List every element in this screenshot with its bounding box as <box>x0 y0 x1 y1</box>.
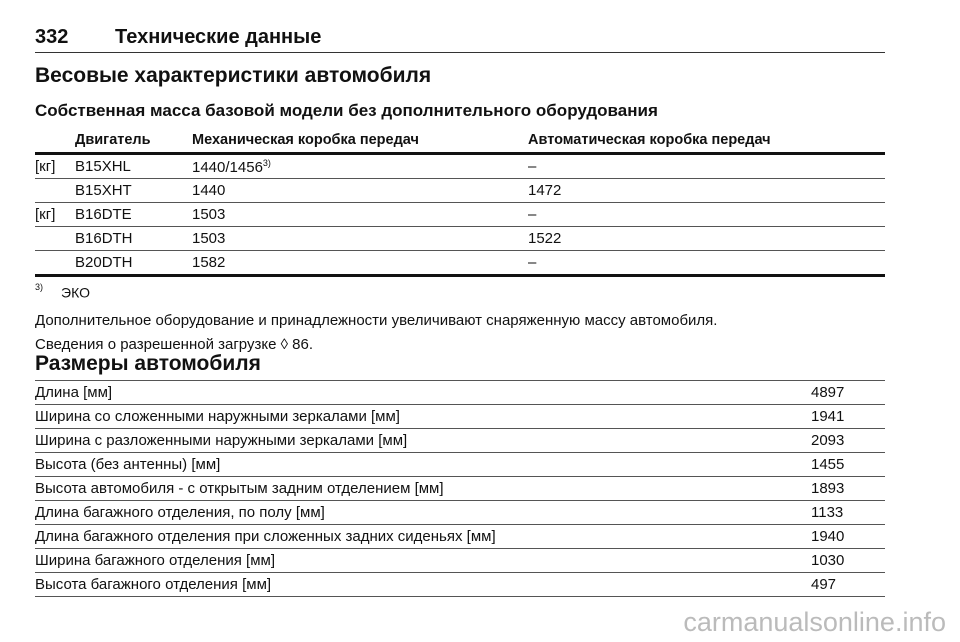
dimension-value: 4897 <box>811 384 845 401</box>
table-header-row <box>35 129 885 155</box>
table-row <box>35 477 885 501</box>
dimension-label: Высота (без антенны) [мм] <box>35 456 221 473</box>
table-row <box>35 573 885 597</box>
column-header-auto: Автоматическая коробка передач <box>528 132 771 148</box>
chapter-title: Технические данные <box>115 26 322 48</box>
dimension-label: Длина багажного отделения при сложенных задних сиденьях [мм] <box>35 528 496 545</box>
column-header-manual: Механическая коробка передач <box>192 132 419 148</box>
table-row <box>35 549 885 573</box>
manual-cell: 1503 <box>192 206 226 223</box>
unit-cell: [кг] <box>35 158 56 175</box>
cross-reference-paragraph: Сведения о разрешенной загрузке ◊ 86. <box>35 336 314 353</box>
footnote-mark: 3) <box>35 282 44 292</box>
dimension-value: 1133 <box>811 504 844 521</box>
engine-cell: B15XHL <box>75 158 131 175</box>
dimension-label: Длина багажного отделения, по полу [мм] <box>35 504 325 521</box>
dimension-value: 1455 <box>811 456 845 473</box>
table-row <box>35 381 885 405</box>
dimension-label: Ширина со сложенными наружными зеркалами [мм] <box>35 408 400 425</box>
footnote-text: ЭКО <box>61 284 90 301</box>
dimension-value: 1940 <box>811 528 845 545</box>
auto-cell: – <box>528 254 537 271</box>
auto-cell: 1472 <box>528 182 562 199</box>
dimension-label: Высота багажного отделения [мм] <box>35 576 272 593</box>
dimension-label: Высота автомобиля - с открытым задним отделением [мм] <box>35 480 444 497</box>
weights-table <box>35 129 885 277</box>
manual-cell: 1582 <box>192 254 226 271</box>
engine-cell: B16DTH <box>75 230 133 247</box>
manual-cell: 1440 <box>192 182 226 199</box>
engine-cell: B15XHT <box>75 182 132 199</box>
auto-cell: 1522 <box>528 230 562 247</box>
page-number: 332 <box>35 26 69 48</box>
dimensions-table <box>35 380 885 597</box>
table-row <box>35 179 885 203</box>
table-row <box>35 453 885 477</box>
table-row <box>35 251 885 277</box>
section-heading: Весовые характеристики автомобиля <box>35 64 432 87</box>
manual-cell: 1503 <box>192 230 226 247</box>
subsection-heading: Собственная масса базовой модели без дополнительного оборудования <box>35 101 658 120</box>
table-row <box>35 227 885 251</box>
auto-cell: – <box>528 206 537 223</box>
table-row <box>35 405 885 429</box>
table-row <box>35 155 885 179</box>
body-paragraph: Дополнительное оборудование и принадлежности увеличивают снаряженную массу автомобиля. <box>35 312 718 329</box>
dimensions-heading: Размеры автомобиля <box>35 352 261 375</box>
dimension-value: 2093 <box>811 432 845 449</box>
table-row <box>35 501 885 525</box>
dimension-value: 497 <box>811 576 837 593</box>
dimension-label: Длина [мм] <box>35 384 113 401</box>
manual-cell <box>192 158 271 176</box>
page-header <box>35 26 885 53</box>
auto-cell: – <box>528 158 537 175</box>
footnote-ref: 3) <box>262 158 271 168</box>
dimension-value: 1941 <box>811 408 845 425</box>
dimension-value: 1030 <box>811 552 845 569</box>
table-row <box>35 203 885 227</box>
manual-value: 1440/1456 <box>192 159 263 176</box>
watermark-text: carmanualsonline.info <box>683 607 946 637</box>
dimension-label: Ширина с разложенными наружными зеркалами [мм] <box>35 432 408 449</box>
dimension-label: Ширина багажного отделения [мм] <box>35 552 276 569</box>
table-row <box>35 429 885 453</box>
unit-cell: [кг] <box>35 206 56 223</box>
column-header-engine: Двигатель <box>75 132 151 148</box>
dimension-value: 1893 <box>811 480 845 497</box>
engine-cell: B20DTH <box>75 254 133 271</box>
engine-cell: B16DTE <box>75 206 132 223</box>
table-row <box>35 525 885 549</box>
footnote <box>35 284 90 301</box>
